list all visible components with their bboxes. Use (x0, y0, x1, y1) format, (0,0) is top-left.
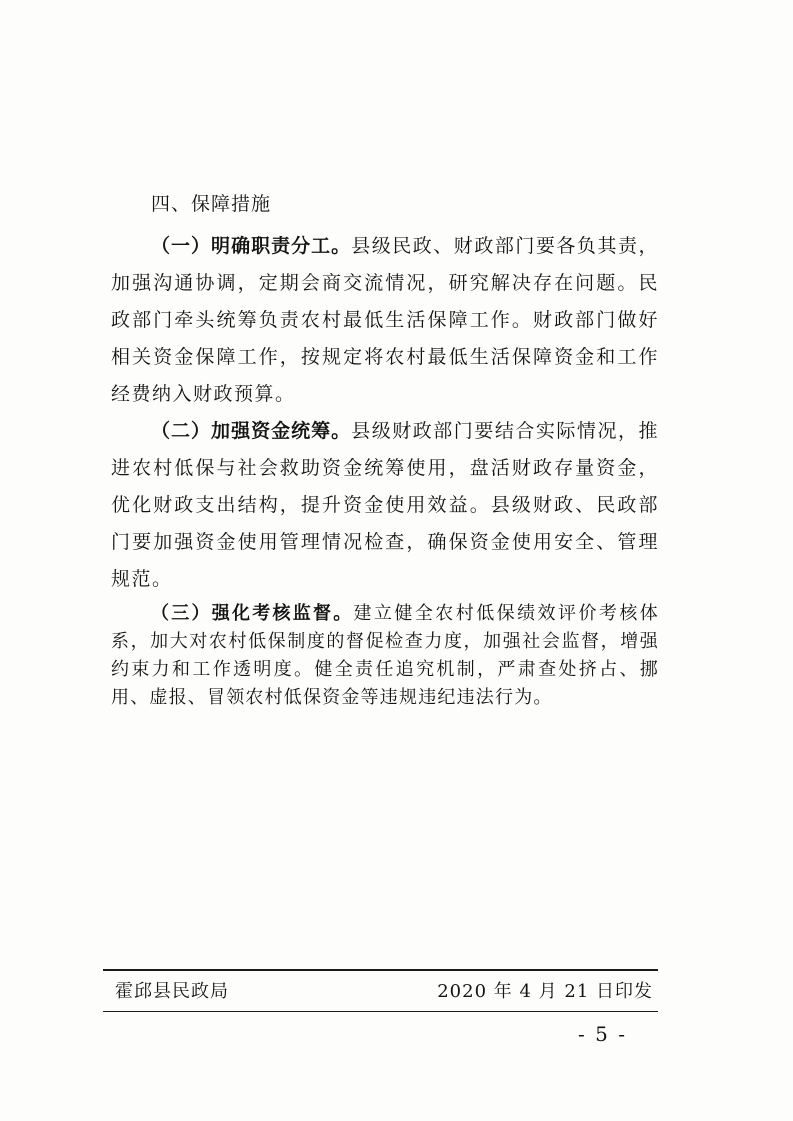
section-heading: 四、保障措施 (151, 193, 272, 215)
paragraph-supervision (111, 600, 659, 712)
paragraph-responsibilities (111, 228, 659, 413)
footer-rule-bottom (103, 1011, 658, 1012)
paragraph-lead: （二）加强资金统筹。 (151, 420, 352, 442)
document-body (111, 190, 659, 712)
page-number: - 5 - (578, 1022, 627, 1046)
issuer-name: 霍邱县民政局 (115, 981, 229, 1002)
paragraph-body: 县级财政部门要结合实际情况，推进农村低保与社会救助资金统筹使用，盘活财政存量资金，优化财政支出结构，提升资金使用效益。县级财政、民政部门要加强资金使用管理情况检查，确保资金使用安全、管理规范。 (111, 420, 659, 590)
paragraph-body: 县级民政、财政部门要各负其责，加强沟通协调，定期会商交流情况，研究解决存在问题。民政部门牵头统筹负责农村最低生活保障工作。财政部门做好相关资金保障工作，按规定将农村最低生活保障资金和工作经费纳入财政预算。 (111, 235, 659, 405)
paragraph-lead: （一）明确职责分工。 (151, 235, 352, 257)
paragraph-body: 建立健全农村低保绩效评价考核体系，加大对农村低保制度的督促检查力度，加强社会监督，增强约束力和工作透明度。健全责任追究机制，严肃查处挤占、挪用、虚报、冒领农村低保资金等违规违纪违法行为。 (111, 603, 659, 708)
issue-date: 2020 年 4 月 21 日印发 (437, 981, 653, 1002)
footer-rule-top (103, 969, 658, 971)
paragraph-lead: （三）强化考核监督。 (151, 603, 354, 624)
paragraph-funding (111, 413, 659, 598)
